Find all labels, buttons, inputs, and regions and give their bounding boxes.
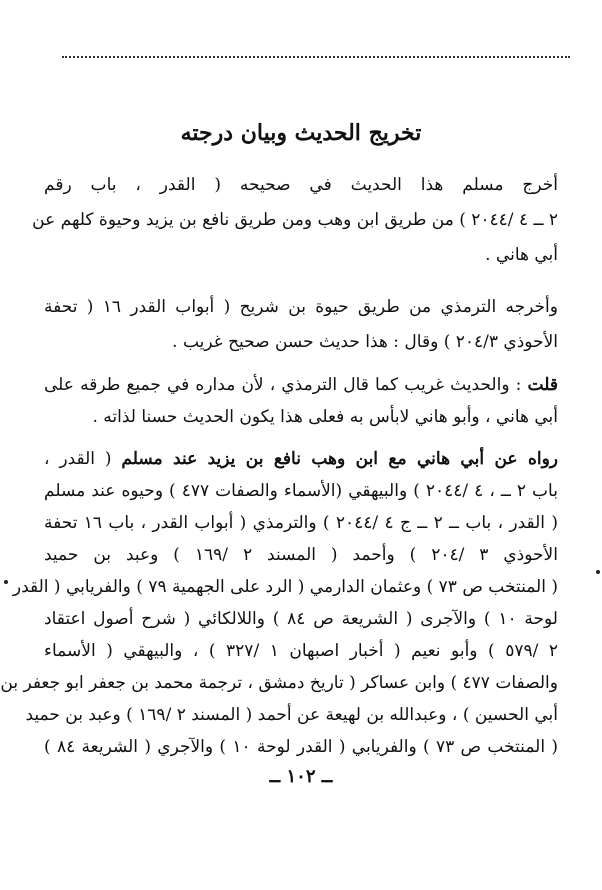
section-title: تخريج الحديث وبيان درجته [180,120,422,146]
paragraph-3-line-1 [44,370,558,400]
scan-edge-mark [4,580,8,584]
paragraph-4-line-10: ( المنتخب ص ٧٣ ) والفريابي ( القدر لوحة ١٠ ) والآجري ( الشريعة ٨٤ ) [44,737,558,757]
scan-edge-mark [596,570,600,574]
paragraph-4-line-7: ٢ /٥٧٩ ) وأبو نعيم ( أخبار اصبهان ١ /٣٢٧ ) ، والبيهقي ( الأسماء [44,641,558,661]
paragraph-1-line-3: أبي هاني . [485,245,558,265]
paragraph-4-line-1-text: ( القدر ، [44,449,112,469]
paragraph-4-line-6: لوحة ١٠ ) والآجرى ( الشريعة ص ٨٤ ) واللالكائي ( شرح أصول اعتقاد [44,609,558,629]
header-dotted-rule [62,56,570,58]
paragraph-4-line-3: ( القدر ، باب ــ ٢ ــ ج ٤ /٢٠٤٤ ) والترمذي ( أبواب القدر ، باب ١٦ تحفة [44,513,558,533]
paragraph-4-line-2: باب ٢ ــ ، ٤ /٢٠٤٤ ) والبيهقي (الأسماء والصفات ٤٧٧ ) وحيوه عند مسلم [44,481,558,501]
paragraph-2-line-2: الأحوذي ٢٠٤/٣ ) وقال : هذا حديث حسن صحيح غريب . [172,332,558,352]
paragraph-3-line-2: أبي هاني ، وأبو هاني لابأس به فعلى هذا يكون الحديث حسنا لذاته . [92,407,558,427]
paragraph-1-line-2: ٢ ــ ٤ /٢٠٤٤ ) من طريق ابن وهب ومن طريق نافع بن يزيد وحيوة كلهم عن [32,210,558,230]
paragraph-3-lead: قلت [527,375,558,395]
paragraph-4-line-1 [44,444,558,474]
paragraph-1-line-1: أخرج مسلم هذا الحديث في صحيحه ( القدر ، باب رقم [44,175,558,195]
paragraph-3-line-1-text: : والحديث غريب كما قال الترمذي ، لأن مداره في جميع طرقه على [44,375,522,395]
paragraph-4-line-5: ( المنتخب ص ٧٣ ) وعثمان الدارمي ( الرد على الجهمية ٧٩ ) والفريابي ( القدر [12,577,558,597]
page-number: ــ ١٠٢ ــ [269,766,333,787]
paragraph-4-line-4: الأحوذي ٣ /٢٠٤ ) وأحمد ( المسند ٢ /١٦٩ ) وعبد بن حميد [44,545,558,565]
paragraph-4-line-9: أبي الحسين ) ، وعبدالله بن لهيعة عن أحمد ( المسند ٢ /١٦٩ ) وعبد بن حميد [25,705,558,725]
paragraph-4-line-8: والصفات ٤٧٧ ) وابن عساكر ( تاريخ دمشق ، ترجمة محمد بن جعفر ابو جعفر بن [0,673,558,693]
paragraph-4-bold-lead: رواه عن أبي هاني مع ابن وهب نافع بن يزيد عند مسلم [121,449,558,469]
paragraph-2-line-1: وأخرجه الترمذي من طريق حيوة بن شريح ( أبواب القدر ١٦ ( تحفة [44,297,558,317]
